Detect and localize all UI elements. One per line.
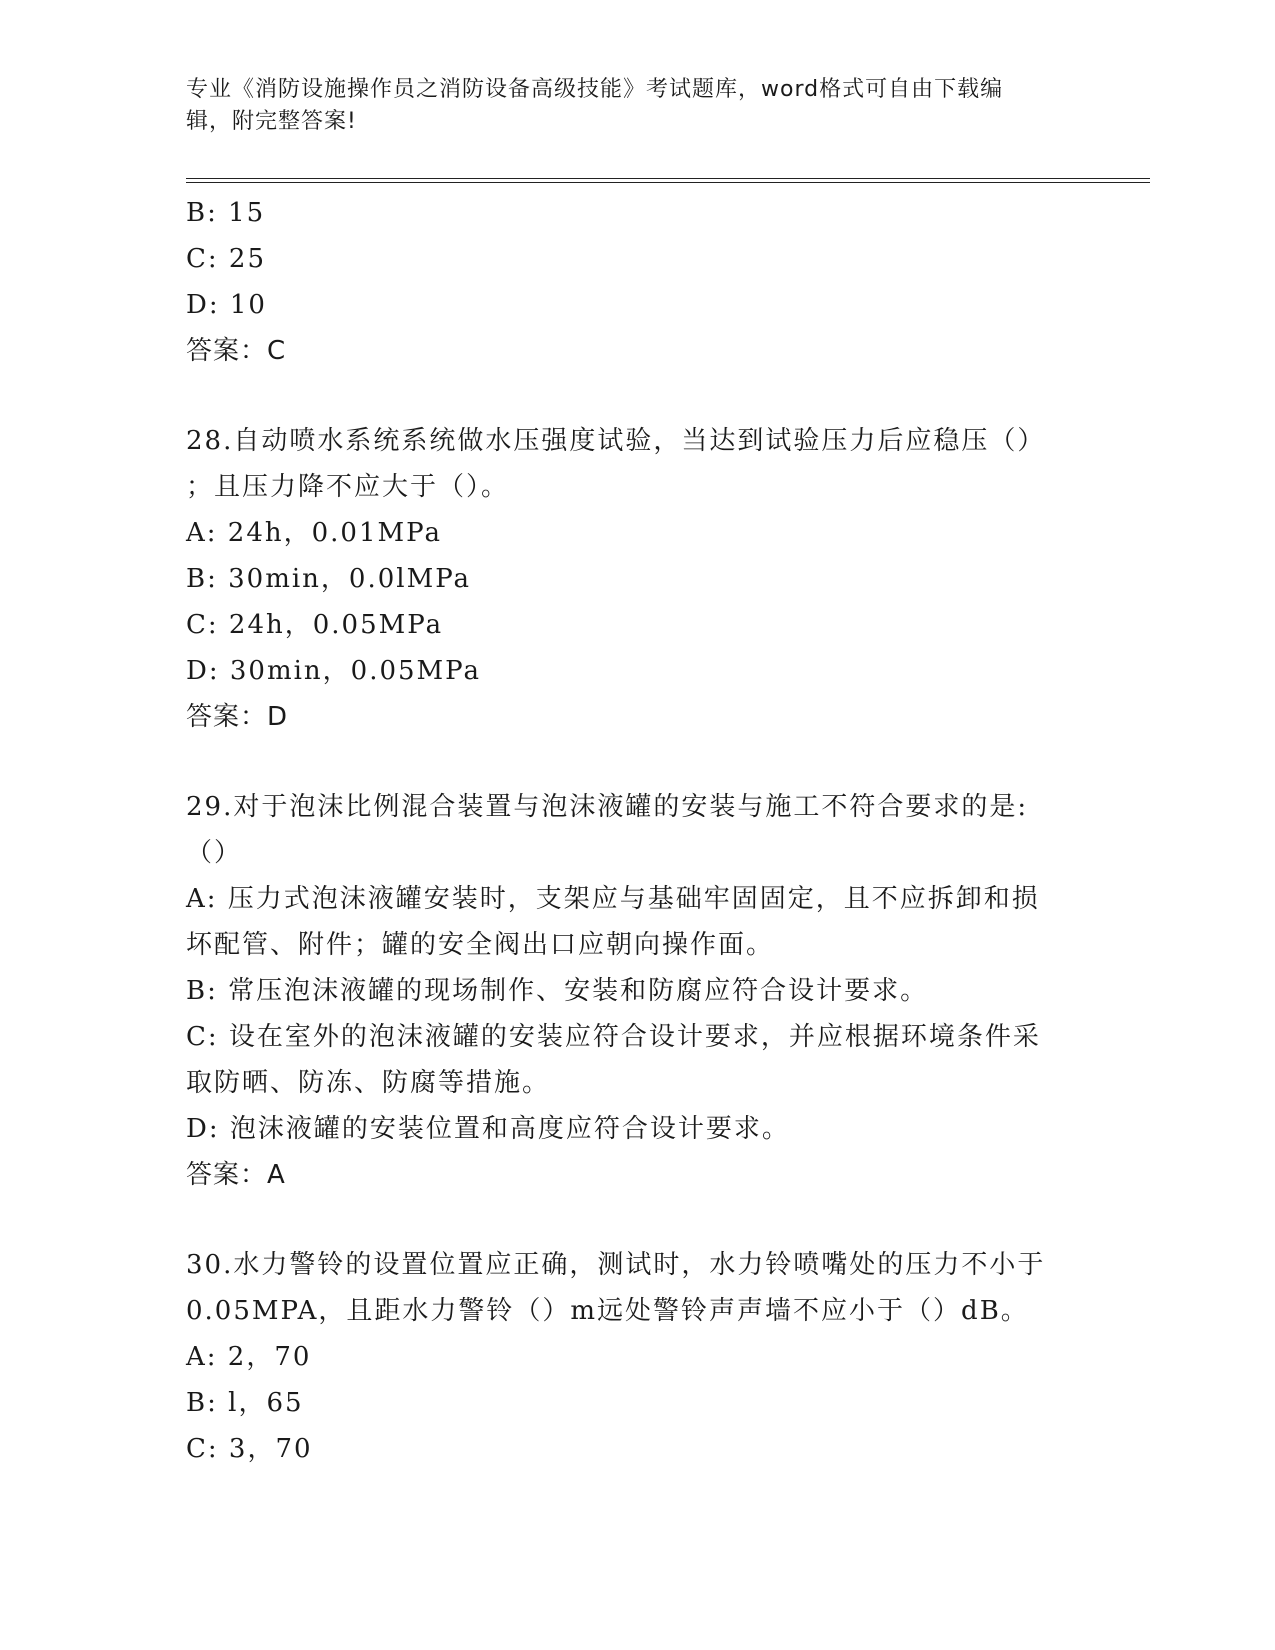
question-stem-continued: （） (186, 838, 243, 868)
spacer (186, 740, 1086, 784)
option-a: A: 24h，0.01MPa (186, 518, 442, 548)
option-b: B: 15 (186, 198, 266, 228)
option-c: C: 24h，0.05MPa (186, 610, 444, 640)
option-c: C: 设在室外的泡沫液罐的安装应符合设计要求，并应根据环境条件采 (186, 1022, 1041, 1052)
option-c-continued: 取防晒、防冻、防腐等措施。 (186, 1068, 551, 1098)
option-a: A: 压力式泡沫液罐安装时，支架应与基础牢固固定，且不应拆卸和损 (186, 884, 1040, 914)
page-header (186, 74, 1066, 138)
question-28 (186, 418, 1086, 740)
option-d: D: 10 (186, 290, 267, 320)
option-c: C: 25 (186, 244, 267, 274)
question-stem-continued: 0.05MPA，且距水力警铃（）m远处警铃声声墙不应小于（）dB。 (186, 1296, 1029, 1326)
header-divider-top (186, 178, 1150, 179)
question-29 (186, 784, 1086, 1198)
question-content (186, 190, 1086, 1472)
header-line-1: 专业《消防设施操作员之消防设备高级技能》考试题库，word格式可自由下载编 (186, 77, 1004, 102)
question-stem-continued: ；且压力降不应大于（）。 (186, 472, 510, 502)
answer-line: 答案：A (186, 1160, 286, 1190)
option-d: D: 泡沫液罐的安装位置和高度应符合设计要求。 (186, 1114, 790, 1144)
answer-line: 答案：D (186, 702, 289, 732)
option-b: B: 常压泡沫液罐的现场制作、安装和防腐应符合设计要求。 (186, 976, 929, 1006)
option-b: B: 30min，0.0lMPa (186, 564, 472, 594)
question-stem: 28.自动喷水系统系统做水压强度试验，当达到试验压力后应稳压（） (186, 426, 1046, 456)
question-30 (186, 1242, 1086, 1472)
option-a: A: 2，70 (186, 1342, 312, 1372)
spacer (186, 1198, 1086, 1242)
option-a-continued: 坏配管、附件；罐的安全阀出口应朝向操作面。 (186, 930, 775, 960)
option-c: C: 3，70 (186, 1434, 313, 1464)
question-27-tail (186, 190, 1086, 374)
header-line-2: 辑，附完整答案! (186, 109, 357, 134)
option-b: B: l，65 (186, 1388, 304, 1418)
spacer (186, 374, 1086, 418)
question-stem: 30.水力警铃的设置位置应正确，测试时，水力铃喷嘴处的压力不小于 (186, 1250, 1046, 1280)
answer-line: 答案：C (186, 336, 287, 366)
question-stem: 29.对于泡沫比例混合装置与泡沫液罐的安装与施工不符合要求的是: (186, 792, 1029, 822)
option-d: D: 30min，0.05MPa (186, 656, 482, 686)
header-divider-bottom (186, 182, 1150, 183)
